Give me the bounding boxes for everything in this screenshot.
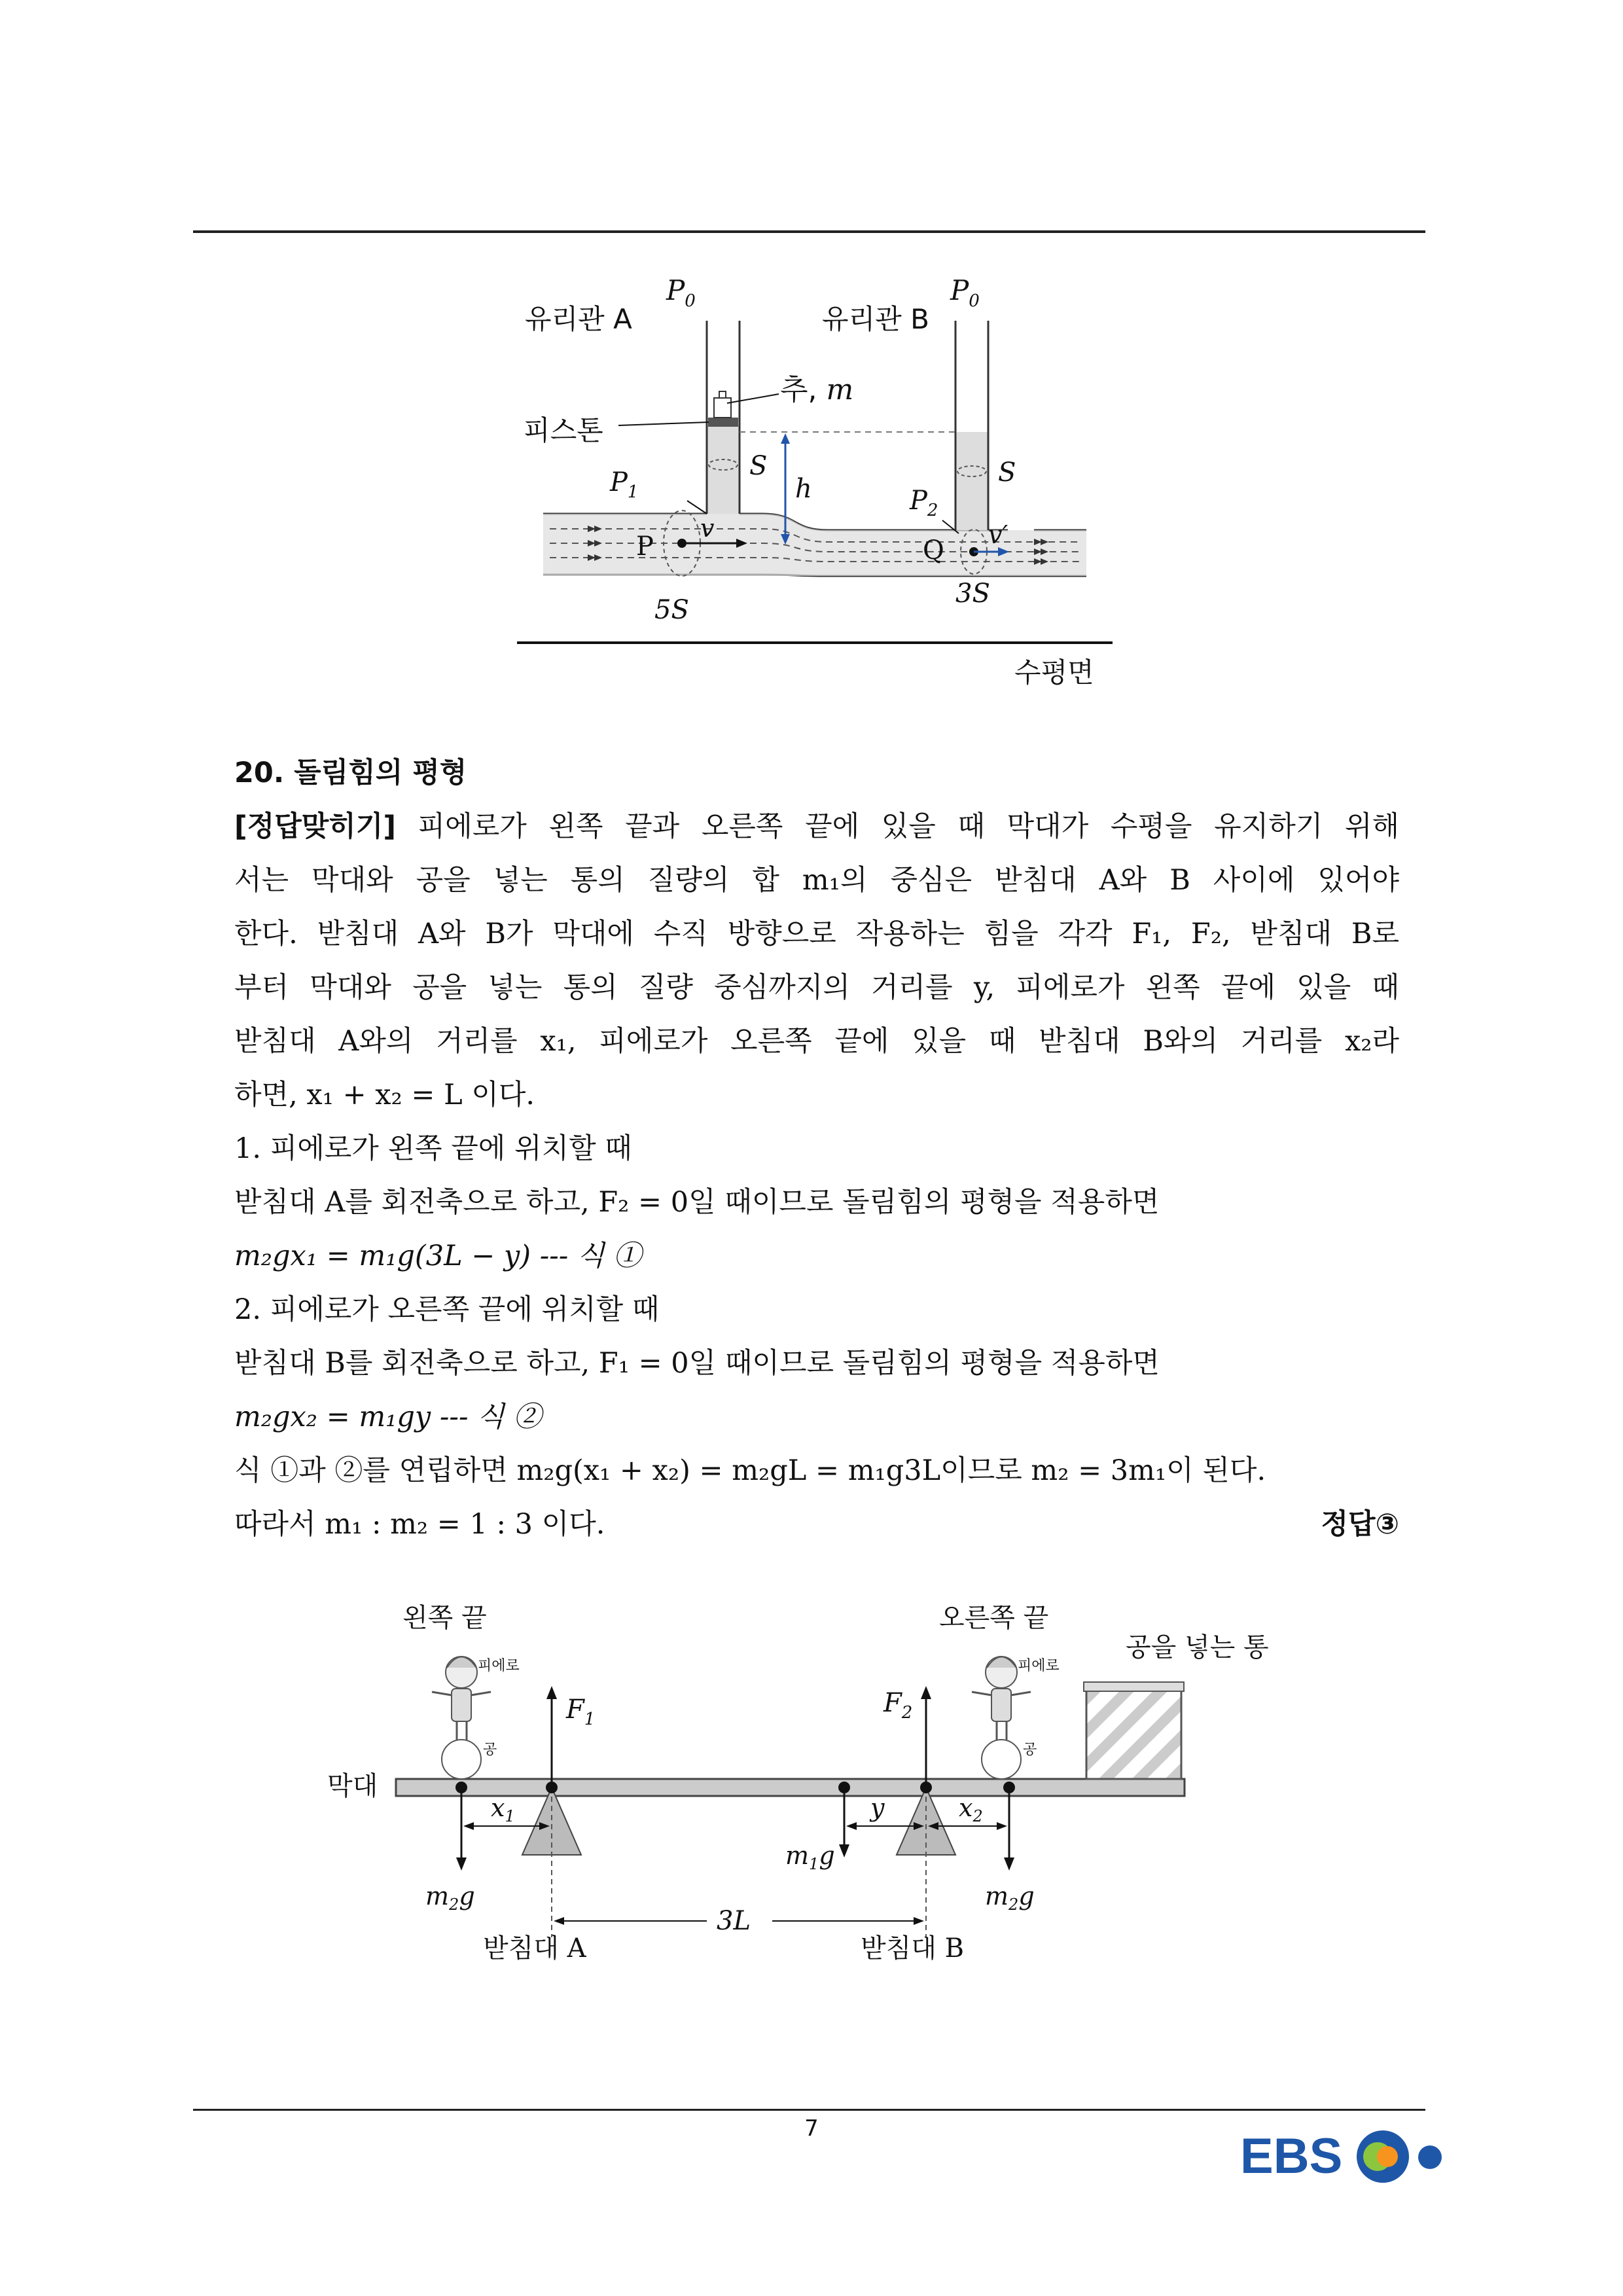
- final-answer: 정답③: [1321, 1508, 1399, 1541]
- support-a-label: 받침대 A: [483, 1933, 586, 1964]
- m2g-right-label: $m_2g$: [985, 1882, 1035, 1914]
- p1-label: $P_1$: [610, 467, 639, 502]
- f1-label: $F_1$: [566, 1695, 596, 1729]
- rod-label: 막대: [327, 1771, 378, 1801]
- case1-title: 1. 피에로가 왼쪽 끝에 위치할 때: [234, 1132, 632, 1165]
- left-end-label: 왼쪽 끝: [402, 1603, 487, 1633]
- three-l-label: 3L: [717, 1906, 751, 1936]
- ebs-logo: [1240, 2121, 1456, 2195]
- m2g-left-label: $m_2g$: [425, 1882, 475, 1914]
- weight-label: 추, m: [780, 373, 854, 406]
- solution-text: [234, 746, 1399, 1551]
- paragraph-line-2: 서는 막대와 공을 넣는 통의 질량의 합 m₁의 중심은 받침대 A와 B 사이에 있어야: [234, 864, 1399, 897]
- pierrot-left-label: 피에로: [478, 1658, 520, 1674]
- paragraph-line-6: 하면, x₁ + x₂ = L 이다.: [234, 1079, 535, 1111]
- piston-label: 피스톤: [524, 414, 603, 446]
- piston: [708, 418, 738, 427]
- lever-figure: [314, 1597, 1309, 1977]
- m1g-label: $m_1g$: [785, 1841, 835, 1873]
- v-label: v: [700, 514, 715, 543]
- v-prime-label: v′: [988, 520, 1008, 549]
- rod: [396, 1779, 1185, 1796]
- point-q-label: Q: [923, 535, 944, 565]
- case2-title: 2. 피에로가 오른쪽 끝에 위치할 때: [234, 1293, 660, 1326]
- ball-box-label: 공을 넣는 통: [1126, 1632, 1269, 1662]
- weight-icon: [714, 398, 731, 418]
- y-label: y: [870, 1793, 885, 1822]
- ball-left-icon: [442, 1740, 481, 1779]
- ball-right-label: 공: [1023, 1742, 1037, 1758]
- section-title: 20. 돌림힘의 평형: [234, 757, 467, 789]
- paragraph-line-1: [정답맞히기] 피에로가 왼쪽 끝과 오른쪽 끝에 있을 때 막대가 수평을 유지하기 위해: [234, 810, 1399, 843]
- equation-2: m₂gx₂ = m₁gy --- 식 ②: [234, 1401, 542, 1433]
- equation-1: m₂gx₁ = m₁g(3L − y) --- 식 ①: [234, 1240, 642, 1272]
- s-a-label: S: [749, 451, 768, 481]
- case1-text: 받침대 A를 회전축으로 하고, F₂ = 0일 때이므로 돌림힘의 평형을 적용하면: [234, 1186, 1160, 1219]
- ball-right-icon: [982, 1740, 1021, 1779]
- conclusion-line: 따라서 m₁ : m₂ = 1 : 3 이다. 정답③: [234, 1498, 1399, 1551]
- paragraph-line-5: 받침대 A와의 거리를 x₁, 피에로가 오른쪽 끝에 있을 때 받침대 B와의 거리를 x₂라: [234, 1025, 1399, 1058]
- point-p-label: P: [636, 531, 654, 562]
- s-b-label: S: [998, 457, 1016, 488]
- paragraph-line-3: 한다. 받침대 A와 B가 막대에 수직 방향으로 작용하는 힘을 각각 F₁, F₂, 받침대 B로: [234, 918, 1399, 950]
- right-end-label: 오른쪽 끝: [939, 1603, 1049, 1633]
- x1-label: $x_1$: [491, 1793, 515, 1825]
- logo-text: EBS: [1240, 2128, 1343, 2184]
- tube-a-label: 유리관 A: [525, 303, 632, 335]
- h-label: h: [795, 474, 812, 504]
- tube-b-label: 유리관 B: [822, 303, 929, 335]
- horizontal-surface-label: 수평면: [1014, 656, 1094, 689]
- answer-tag: [정답맞히기]: [234, 810, 396, 843]
- area-3s-label: 3S: [955, 579, 990, 609]
- case2-text: 받침대 B를 회전축으로 하고, F₁ = 0일 때이므로 돌림힘의 평형을 적용하면: [234, 1347, 1160, 1380]
- header-rule: [193, 230, 1425, 233]
- x2-label: $x_2$: [959, 1793, 983, 1825]
- pierrot-right-label: 피에로: [1018, 1658, 1060, 1674]
- f2-label: $F_2$: [883, 1688, 913, 1723]
- support-b-label: 받침대 B: [861, 1933, 965, 1964]
- combine-line: 식 ①과 ②를 연립하면 m₂g(x₁ + x₂) = m₂gL = m₁g3L이므로 m₂ = 3m₁이 된다.: [234, 1454, 1266, 1487]
- paragraph-line-4: 부터 막대와 공을 넣는 통의 질량 중심까지의 거리를 y, 피에로가 왼쪽 끝에 있을 때: [234, 971, 1399, 1004]
- p2-label: $P_2$: [910, 486, 938, 520]
- p0-a-label: $P_0$: [666, 274, 696, 311]
- ball-left-label: 공: [483, 1742, 497, 1758]
- p0-b-label: $P_0$: [950, 274, 980, 311]
- venturi-figure: [510, 268, 1139, 694]
- ball-box-icon: [1086, 1689, 1181, 1779]
- page-number: 7: [804, 2115, 819, 2142]
- area-5s-label: 5S: [654, 595, 689, 625]
- footer-rule: [193, 2109, 1425, 2111]
